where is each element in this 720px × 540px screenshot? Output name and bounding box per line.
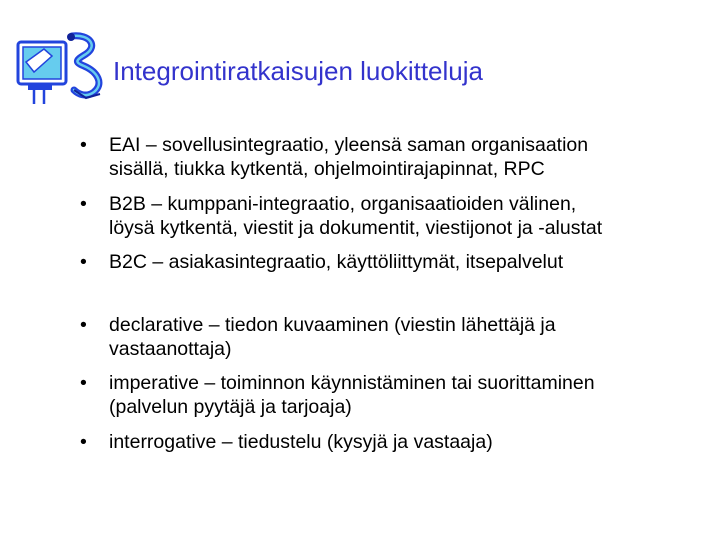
list-item-text: B2C – asiakasintegraatio, käyttöliittymät, itsepalvelut: [109, 251, 564, 273]
bullet-marker: •: [80, 251, 87, 273]
list-item-text: (palvelun pyytäjä ja tarjoaja): [109, 396, 352, 418]
list-item-text: EAI – sovellusintegraatio, yleensä saman organisaation: [109, 134, 589, 156]
list-item-text: interrogative – tiedustelu (kysyjä ja vastaaja): [109, 431, 493, 453]
monitor-with-snake-logo: [14, 32, 106, 114]
bullet-marker: •: [80, 314, 87, 336]
list-item-text: löysä kytkentä, viestit ja dokumentit, viestijonot ja -alustat: [109, 217, 603, 239]
bullet-marker: •: [80, 372, 87, 394]
bullet-marker: •: [80, 431, 87, 453]
bullet-marker: •: [80, 193, 87, 215]
list-item-text: sisällä, tiukka kytkentä, ohjelmointirajapinnat, RPC: [109, 158, 545, 180]
page-title: Integrointiratkaisujen luokitteluja: [113, 56, 483, 86]
list-item-text: vastaanottaja): [109, 338, 232, 360]
bullet-marker: •: [80, 134, 87, 156]
list-item-text: imperative – toiminnon käynnistäminen tai suorittaminen: [109, 372, 595, 394]
list-item-text: B2B – kumppani-integraatio, organisaatioiden välinen,: [109, 193, 577, 215]
list-item-text: declarative – tiedon kuvaaminen (viestin lähettäjä ja: [109, 314, 556, 336]
